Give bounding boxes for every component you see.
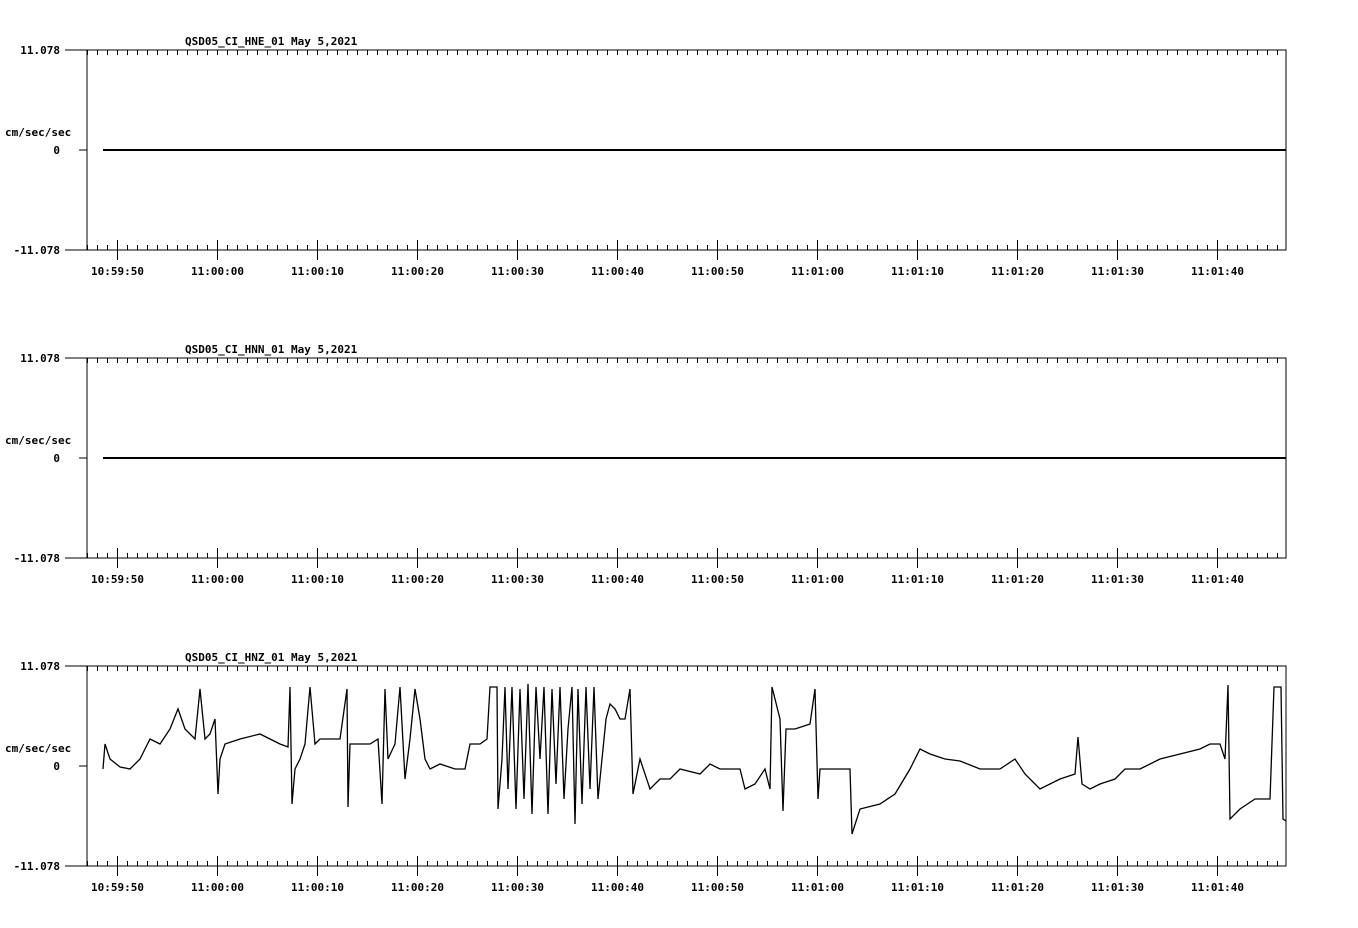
x-tick-label: 11:00:20: [391, 265, 444, 278]
x-tick-label: 11:01:30: [1091, 265, 1144, 278]
plot-frame: [65, 666, 1286, 866]
y-tick-label-max: 11.078: [20, 352, 60, 365]
x-tick-label: 11:01:20: [991, 573, 1044, 586]
x-tick-label: 11:00:40: [591, 881, 644, 894]
trace-hnz: [103, 684, 1286, 834]
x-tick-label: 11:01:20: [991, 265, 1044, 278]
x-tick-label: 11:00:30: [491, 881, 544, 894]
x-tick-label: 11:00:10: [291, 881, 344, 894]
x-tick-label: 11:01:40: [1191, 881, 1244, 894]
x-tick-label: 11:00:00: [191, 265, 244, 278]
x-tick-label: 11:01:40: [1191, 573, 1244, 586]
x-tick-label: 11:01:30: [1091, 573, 1144, 586]
x-tick-label: 11:01:00: [791, 881, 844, 894]
panel-title: QSD05_CI_HNN_01 May 5,2021: [185, 343, 358, 356]
y-axis-label: cm/sec/sec: [5, 434, 72, 447]
y-tick-label-max: 11.078: [20, 660, 60, 673]
x-tick-label: 11:01:10: [891, 265, 944, 278]
x-tick-label: 11:00:00: [191, 881, 244, 894]
x-tick-label: 11:01:10: [891, 881, 944, 894]
panel-title: QSD05_CI_HNE_01 May 5,2021: [185, 35, 358, 48]
panel-title: QSD05_CI_HNZ_01 May 5,2021: [185, 651, 358, 664]
x-tick-label: 11:01:20: [991, 881, 1044, 894]
y-axis-label: cm/sec/sec: [5, 742, 72, 755]
x-tick-label: 11:00:50: [691, 881, 744, 894]
x-tick-label: 11:01:30: [1091, 881, 1144, 894]
x-tick-label: 11:00:40: [591, 573, 644, 586]
y-tick-label-max: 11.078: [20, 44, 60, 57]
panel-hnz: [5, 651, 1286, 894]
x-tick-label: 11:00:00: [191, 573, 244, 586]
panel-hnn: [5, 343, 1286, 586]
y-tick-label-min: -11.078: [13, 552, 60, 565]
y-axis-label: cm/sec/sec: [5, 126, 72, 139]
x-tick-label: 11:00:10: [291, 573, 344, 586]
y-tick-label-zero: 0: [53, 452, 60, 465]
x-tick-label: 11:01:10: [891, 573, 944, 586]
y-tick-label-zero: 0: [53, 144, 60, 157]
x-tick-label: 11:01:00: [791, 573, 844, 586]
x-tick-label: 11:00:10: [291, 265, 344, 278]
x-tick-label: 11:00:50: [691, 265, 744, 278]
x-tick-label: 11:00:40: [591, 265, 644, 278]
y-tick-label-zero: 0: [53, 760, 60, 773]
x-tick-label: 11:01:40: [1191, 265, 1244, 278]
x-tick-label: 11:00:30: [491, 573, 544, 586]
x-tick-label: 11:00:20: [391, 573, 444, 586]
y-tick-label-min: -11.078: [13, 860, 60, 873]
x-tick-label: 11:00:30: [491, 265, 544, 278]
x-tick-label: 11:00:50: [691, 573, 744, 586]
x-tick-label: 11:00:20: [391, 881, 444, 894]
x-tick-label: 10:59:50: [91, 881, 144, 894]
y-tick-label-min: -11.078: [13, 244, 60, 257]
x-tick-label: 11:01:00: [791, 265, 844, 278]
x-tick-label: 10:59:50: [91, 573, 144, 586]
x-tick-label: 10:59:50: [91, 265, 144, 278]
panel-hne: [5, 35, 1286, 278]
